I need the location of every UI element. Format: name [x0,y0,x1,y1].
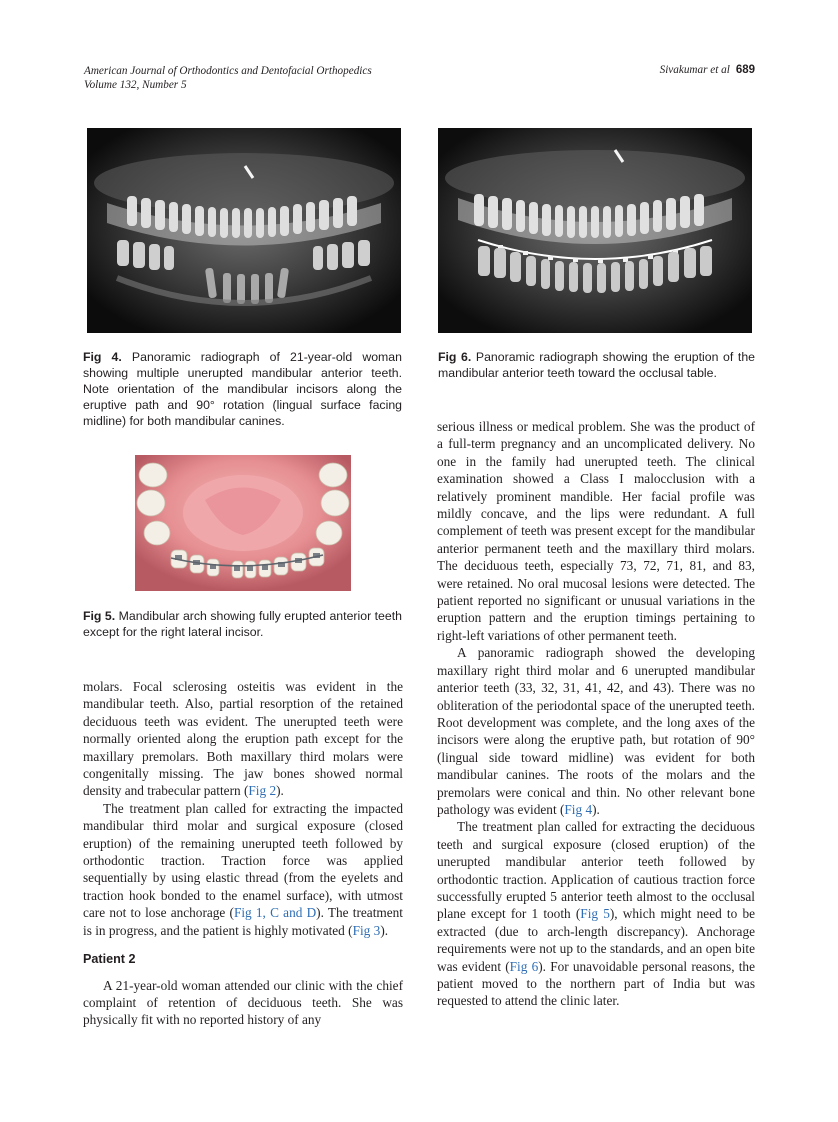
text-run: ). [592,801,600,817]
page-header-right [660,64,755,76]
fig4-radiograph [87,128,401,333]
text-run: ). [276,783,284,799]
journal-title: American Journal of Orthodontics and Dentofacial Orthopedics [84,65,372,77]
text-run: A panoramic radiograph showed the developing maxillary right third molar and 6 unerupted mandibular anterior teeth (33, 32, 31, 41, 42, and 43). There was no obliteration of the periodontal space of the unerupted teeth. Root development was complete, and the long axes of the incisors were along the eruptive path, but rotation of 90° (lingual side toward midline) was evident for both mandibular canines. The roots of the molars and the premolars were conical and thin. No other relevant bone pathology was evident ( [437,645,755,817]
text-run: molars. Focal sclerosing osteitis was evident in the mandibular teeth. Also, partial resorption of the retained deciduous teeth was evident. The unerupted teeth were normally oriented along the eruption path except for the maxillary premolars. Both maxillary third molars were congenitally missing. The jaw bones showed normal density and trabecular pattern ( [83,679,403,799]
left-paragraph-3: A 21-year-old woman attended our clinic with the chief complaint of retention of deciduous teeth. She was physically fit with no reported history of any [83,977,403,1028]
right-paragraph-1: serious illness or medical problem. She was the product of a full-term pregnancy and an uncomplicated delivery. No one in the family had unerupted teeth. The clinical examination showed a Class I malocclusion with a relatively prominent mandible. Her facial profile was mildly concave, and the lips were redundant. A full complement of teeth was present except for the mandibular anterior permanent teeth and the maxillary third molars. The deciduous teeth, especially 73, 72, 71, 81, and 83, were retained. No oral mucosal lesions were detected. The patient reported no significant or unusual variations in the eruption pattern and the eruption timings pertaining to right-left variations of other permanent teeth. [437,419,755,643]
left-column [83,678,403,1029]
fig6-caption-text: Panoramic radiograph showing the eruption of the mandibular anterior teeth toward the occlusal table. [438,350,755,380]
fig5-caption-text: Mandibular arch showing fully erupted anterior teeth except for the right lateral incisor. [83,609,402,639]
text-run: ). The treatment is in progress, and the patient is highly motivated ( [83,905,403,938]
fig1-link[interactable]: Fig 1, C and D [233,905,317,921]
fig4-label: Fig 4. [83,350,122,364]
fig4-caption-text: Panoramic radiograph of 21-year-old woman showing multiple unerupted mandibular anterior teeth. Note orientation of the mandibular incisors along the eruptive path and 90° rotation (lingual surface facing midline) for both mandibular canines. [83,350,402,428]
fig6-caption [438,349,755,381]
page-number: 689 [735,64,755,76]
fig5-label: Fig 5. [83,609,116,623]
text-run: The treatment plan called for extracting the impacted mandibular third molar and surgical exposure (closed eruption) of the remaining unerupted teeth followed by orthodontic traction. Traction force was applied sequentially by using elastic thread (from the eyelets and traction hook bonded to the enamel surface), with utmost care not to lose anchorage ( [83,800,403,921]
text-run: ), which might need to be extracted (due to arch-length discrepancy). Anchorage requirements were not up to the standards, and an open bite was evident ( [437,906,756,974]
fig6-link[interactable]: Fig 6 [509,958,539,974]
left-paragraph-2 [83,800,403,939]
right-paragraph-3 [437,818,755,1009]
right-paragraph-2 [437,644,755,818]
left-paragraph-1 [83,678,403,800]
journal-header [84,64,372,92]
fig5-photo [135,455,351,591]
fig3-link[interactable]: Fig 3 [352,922,381,938]
text-run: ). For unavoidable personal reasons, the patient moved to the northern part of India but was requested to attend the clinic later. [437,958,755,1009]
fig6-label: Fig 6. [438,350,472,364]
fig4-link[interactable]: Fig 4 [564,801,593,817]
fig6-radiograph [438,128,752,333]
fig2-link[interactable]: Fig 2 [248,783,277,799]
fig4-caption [83,349,402,429]
section-heading-patient-2: Patient 2 [83,952,136,967]
right-column [437,418,755,1010]
journal-volume: Volume 132, Number 5 [84,79,187,91]
text-run: ). [380,922,389,938]
text-run: The treatment plan called for extracting the deciduous teeth and surgical exposure (closed eruption) of the unerupted mandibular anterior teeth followed by orthodontic traction. Application of cautious traction force successfully erupted 5 anterior teeth almost to the occlusal plane except for 1 tooth ( [437,819,755,922]
fig5-caption [83,608,402,640]
fig5-link[interactable]: Fig 5 [580,906,610,922]
running-authors: Sivakumar et al [659,64,730,76]
